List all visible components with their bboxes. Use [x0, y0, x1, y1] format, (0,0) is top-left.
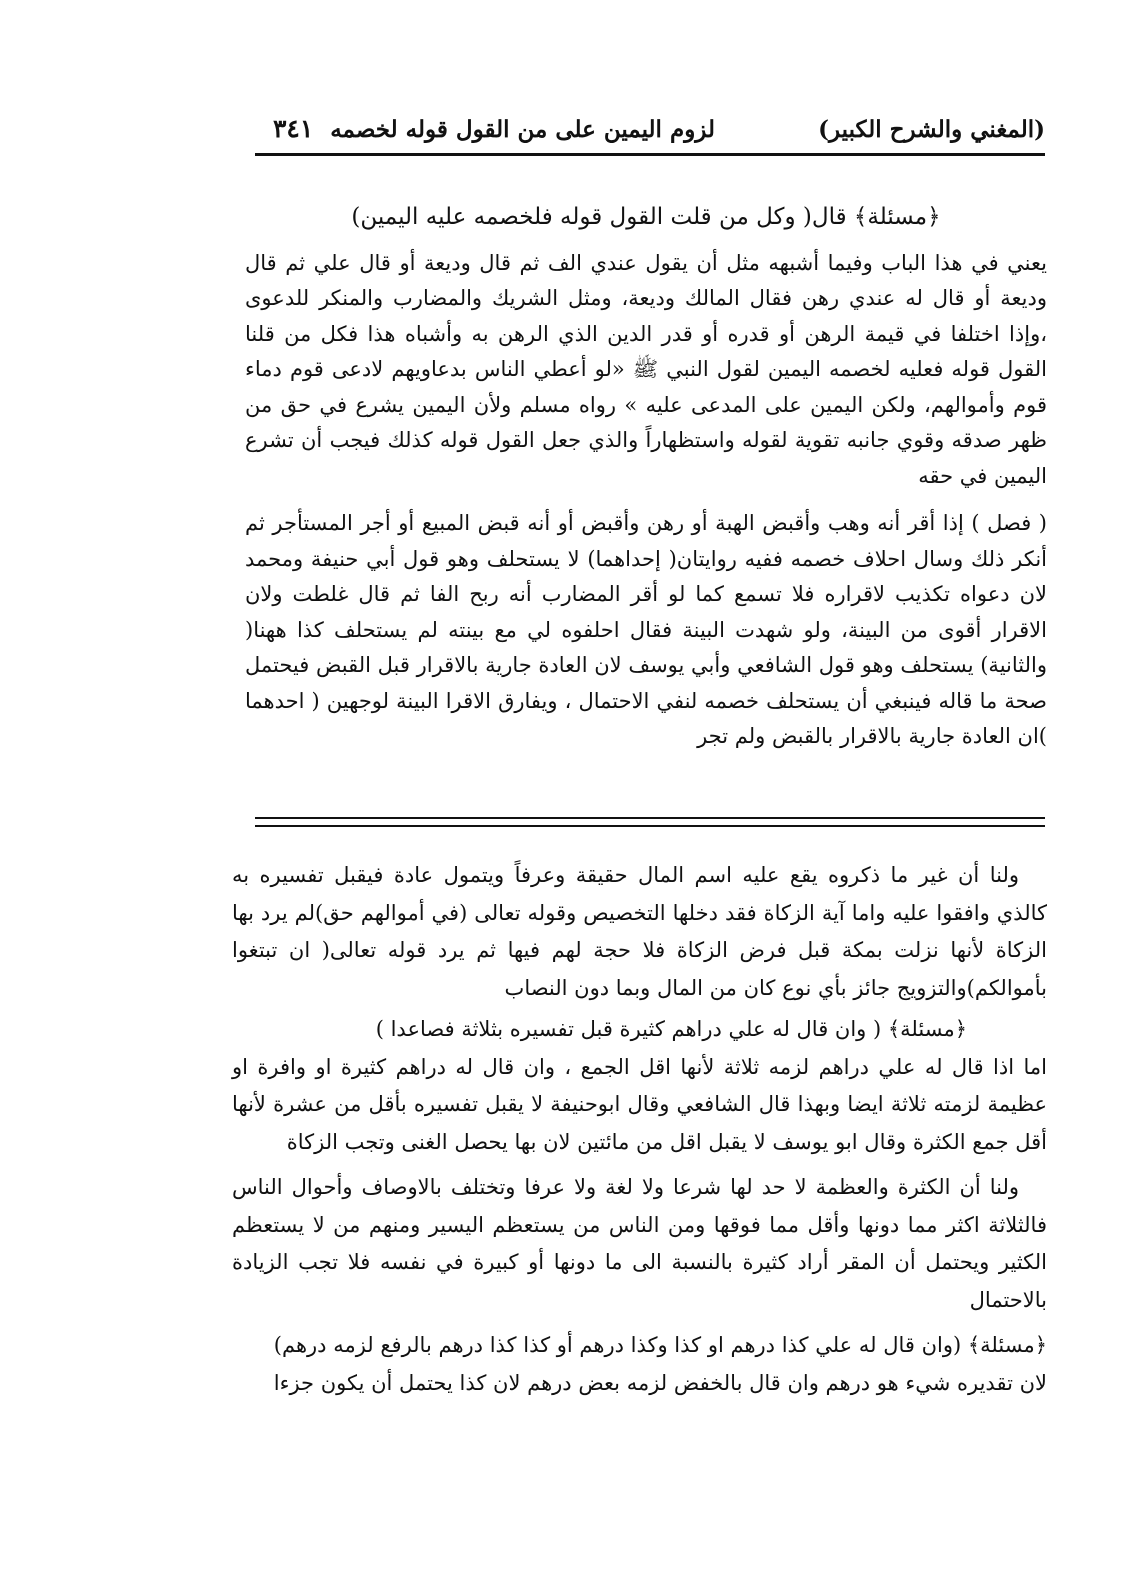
running-title: لزوم اليمين على من القول قوله لخصمه	[330, 116, 715, 143]
sharh-paragraph: ولنا أن غير ما ذكروه يقع عليه اسم المال حقيقة وعرفاً ويتمول عادة فيقبل تفسيره به كالذي وافقوا عليه واما آية الزكاة فقد دخلها التخصيص وقوله تعالى (في أموالهم حق)لم يرد بها الزكاة لأنها نزلت بمكة قبل فرض الزكاة فلا حجة لهم فيها ثم يرد قوله تعالى( ان تبتغوا بأموالكم)والتزويج جائز بأي نوع كان من المال وبما دون النصاب	[232, 863, 1047, 1000]
sharh-paragraph-taqdir: لان تقديره شيء هو درهم وان قال بالخفض لزمه بعض درهم لان كذا يحتمل أن يكون جزءا	[273, 1370, 1047, 1395]
masala-heading-kadha: ﴿مسئلة﴾ (وان قال له علي كذا درهم او كذا وكذا درهم أو كذا كذا درهم بالرفع لزمه درهم)	[273, 1333, 1047, 1357]
book-title: (المغني والشرح الكبير)	[818, 116, 1045, 143]
page-header	[255, 108, 1045, 152]
sharh-paragraph-kathira: اما اذا قال له علي دراهم لزمه ثلاثة لأنها اقل الجمع ، وان قال له دراهم كثيرة او وافرة او عظيمة لزمته ثلاثة ايضا وبهذا قال الشافعي وقال ابوحنيفة لا يقبل تفسيره بأقل من عشرة لأنها أقل جمع الكثرة وقال ابو يوسف لا يقبل اقل من مائتين لان بها يحصل الغنى وتجب الزكاة	[232, 1054, 1047, 1154]
main-paragraph: يعني في هذا الباب وفيما أشبهه مثل أن يقول عندي الف ثم قال وديعة أو قال علي ثم قال وديعة أو قال له عندي رهن فقال المالك وديعة، ومثل الشريك والمضارب والمنكر للدعوى ،وإذا اختلفا في قيمة الرهن أو قدره أو قدر الدين الذي الرهن به وأشباه هذا فكل من قلنا القول قوله فعليه لخصمه اليمين لقول النبي ﷺ «لو أعطي الناس بدعاويهم لادعى قوم دماء قوم وأموالهم، ولكن اليمين على المدعى عليه » رواه مسلم ولأن اليمين يشرع في حق من ظهر صدقه وقوي جانبه تقوية لقوله واستظهاراً والذي جعل القول قوله كذلك فيجب أن تشرع اليمين في حقه	[245, 250, 1047, 488]
masala-heading-dirham: ﴿مسئلة﴾ ( وان قال له علي دراهم كثيرة قبل تفسيره بثلاثة فصاعدا )	[375, 1017, 967, 1041]
masala-heading: ﴿مسئلة﴾ قال( وكل من قلت القول قوله فلخصمه عليه اليمين)	[351, 204, 941, 230]
fasl-paragraph: ( فصل ) إذا أقر أنه وهب وأقبض الهبة أو رهن وأقبض أو أنه قبض المبيع أو أجر المستأجر ثم أنكر ذلك وسال احلاف خصمه ففيه روايتان( إحداهما) لا يستحلف وهو قول أبي حنيفة ومحمد لان دعواه تكذيب لاقراره فلا تسمع كما لو أقر المضارب أنه ربح الفا ثم قال غلطت ولان الاقرار أقوى من البينة، ولو شهدت البينة فقال احلفوه لي مع بينته لم يستحلف كذا ههنا( والثانية) يستحلف وهو قول الشافعي وأبي يوسف لان العادة جارية بالاقرار قبل القبض فيحتمل صحة ما قاله فينبغي أن يستحلف خصمه لنفي الاحتمال ، ويفارق الاقرا البينة لوجهين ( احدهما )ان العادة جارية بالاقرار بالقبض ولم تجر	[245, 511, 1047, 748]
separator-rule	[255, 817, 1045, 819]
separator-rule-second	[255, 825, 1045, 827]
sharh-text	[232, 857, 1047, 1402]
header-rule	[255, 153, 1045, 156]
page-number: ٣٤١	[273, 114, 314, 143]
main-text	[245, 200, 1047, 755]
sharh-paragraph-walana: ولنا أن الكثرة والعظمة لا حد لها شرعا ولا لغة ولا عرفا وتختلف بالاوصاف وأحوال الناس فالثلاثة اكثر مما دونها وأقل مما فوقها ومن الناس من يستعظم اليسير ومنهم من لا يستعظم الكثير ويحتمل أن المقر أراد كثيرة بالنسبة الى ما دونها أو كبيرة في نفسه فلا تجب الزيادة بالاحتمال	[232, 1175, 1047, 1312]
